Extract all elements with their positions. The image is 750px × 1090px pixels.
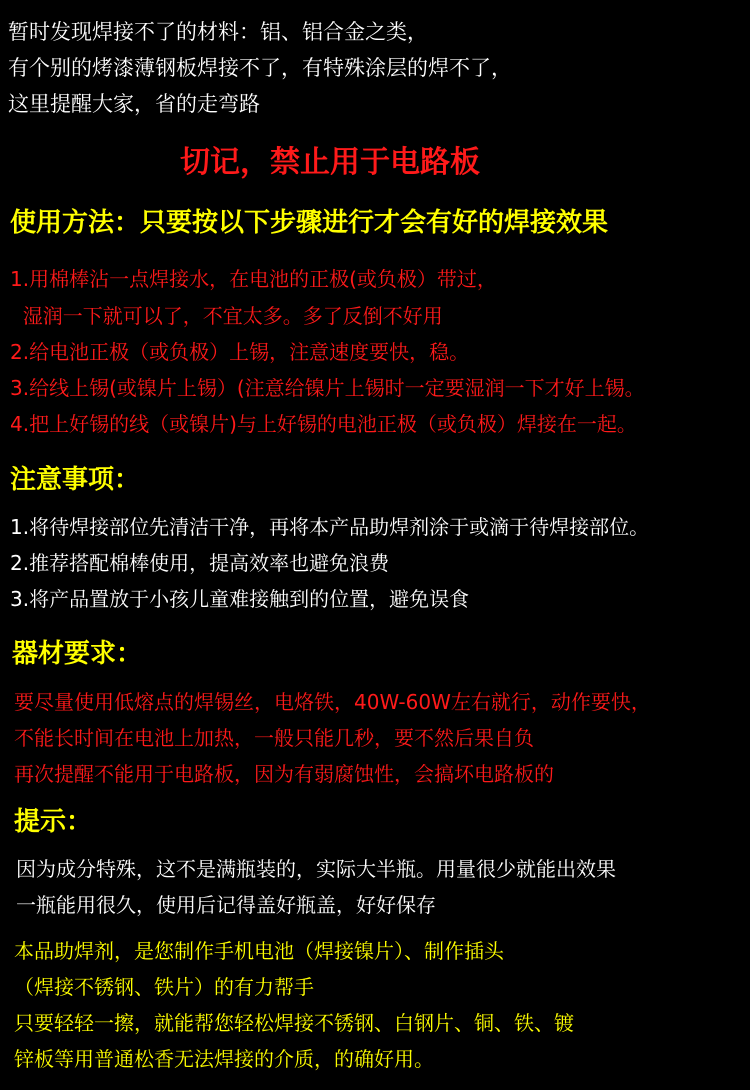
usage-line-3: 2.给电池正极（或负极）上锡，注意速度要快，稳。 xyxy=(10,340,470,364)
tips-heading: 提示： xyxy=(14,807,93,837)
tips-product-line-3: 只要轻轻一擦，就能帮您轻松焊接不锈钢、白钢片、铜、铁、镀 xyxy=(14,1011,574,1035)
equipment-line-2: 不能长时间在电池上加热，一般只能几秒，要不然后果自负 xyxy=(14,726,534,750)
notes-line-1: 1.将待焊接部位先清洁干净，再将本产品助焊剂涂于或滴于待焊接部位。 xyxy=(10,515,650,539)
notes-heading: 注意事项： xyxy=(10,465,141,495)
usage-line-5: 4.把上好锡的线（或镍片)与上好锡的电池正极（或负极）焊接在一起。 xyxy=(10,412,637,436)
usage-line-1: 1.用棉棒沾一点焊接水，在电池的正极(或负极）带过， xyxy=(10,267,497,291)
usage-line-2: 湿润一下就可以了，不宜太多。多了反倒不好用 xyxy=(10,304,443,328)
tips-product-line-1: 本品助焊剂，是您制作手机电池（焊接镍片）、制作插头 xyxy=(14,939,504,963)
warning-title: 切记，禁止用于电路板 xyxy=(180,145,480,180)
usage-heading: 使用方法：只要按以下步骤进行才会有好的焊接效果 xyxy=(10,208,609,238)
notes-line-3: 3.将产品置放于小孩儿童难接触到的位置，避免误食 xyxy=(10,587,470,611)
intro-line-3: 这里提醒大家，省的走弯路 xyxy=(8,92,260,116)
notes-line-2: 2.推荐搭配棉棒使用，提高效率也避免浪费 xyxy=(10,551,390,575)
intro-line-1: 暂时发现焊接不了的材料：铝、铝合金之类， xyxy=(8,20,428,44)
tips-product-line-2: （焊接不锈钢、铁片）的有力帮手 xyxy=(14,975,314,999)
intro-line-2: 有个别的烤漆薄钢板焊接不了，有特殊涂层的焊不了， xyxy=(8,56,512,80)
equipment-line-3: 再次提醒不能用于电路板，因为有弱腐蚀性，会搞坏电路板的 xyxy=(14,762,554,786)
equipment-line-1: 要尽量使用低熔点的焊锡丝，电烙铁，40W-60W左右就行，动作要快， xyxy=(14,690,651,714)
tips-line-1: 因为成分特殊，这不是满瓶装的，实际大半瓶。用量很少就能出效果 xyxy=(16,857,616,881)
tips-line-2: 一瓶能用很久，使用后记得盖好瓶盖，好好保存 xyxy=(16,893,436,917)
equipment-heading: 器材要求： xyxy=(12,639,143,669)
usage-line-4: 3.给线上锡(或镍片上锡）(注意给镍片上锡时一定要湿润一下才好上锡。 xyxy=(10,376,645,400)
tips-product-line-4: 锌板等用普通松香无法焊接的介质，的确好用。 xyxy=(14,1047,434,1071)
